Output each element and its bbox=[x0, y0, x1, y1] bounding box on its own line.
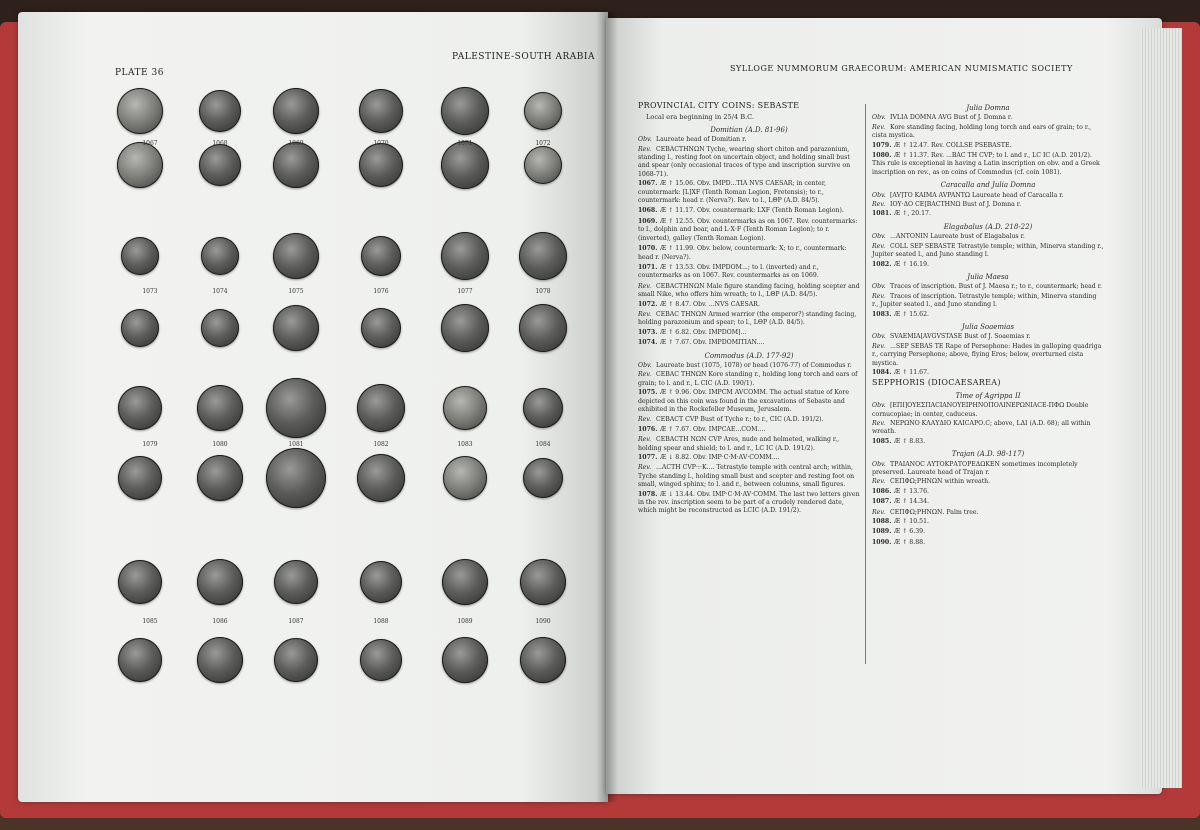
book-gutter bbox=[596, 12, 618, 802]
catalogue-details: Æ ↑ 15.06. Obv. IMPD...TIA NVS CAESAR; in center, countermark: [L]XF (Tenth Roman Legion, Fretensis); to r., countermark: head r. (Nerva?). Rev. to l., LΘP (A.D. 84/5). bbox=[638, 180, 826, 205]
coin-number: 1076 bbox=[373, 288, 389, 295]
coin-obverse-image bbox=[442, 559, 488, 605]
coin-obverse-image bbox=[520, 559, 566, 605]
catalogue-details: Æ ↑ 11.17. Obv. countermark: LXF (Tenth Roman Legion). bbox=[660, 207, 844, 215]
type-description bbox=[638, 311, 860, 328]
description-text: ...SEP SEBAS TE Rape of Persephone: Hades in galloping quadriga r., carrying Persephone; above, flying Eros; below, overturned cista mystica. bbox=[872, 342, 1102, 367]
description-text: IOY·ΔO CE[BACTHNΩ Bust of J. Domna r. bbox=[890, 201, 1022, 209]
catalogue-number: 1076. bbox=[638, 425, 658, 433]
coin-number: 1083 bbox=[457, 441, 473, 448]
coin-obverse-image bbox=[441, 87, 489, 135]
type-description bbox=[638, 136, 860, 144]
type-description bbox=[872, 293, 1104, 310]
coin-obverse-image bbox=[273, 233, 319, 279]
catalogue-entry bbox=[872, 311, 1104, 319]
type-description bbox=[872, 124, 1104, 141]
catalogue-number: 1083. bbox=[872, 310, 892, 318]
description-text: Laureate head of Domitian r. bbox=[656, 136, 747, 144]
catalogue-number: 1086. bbox=[872, 487, 892, 495]
catalogue-entry bbox=[638, 426, 860, 434]
coin-reverse-image bbox=[520, 637, 566, 683]
catalogue-entry bbox=[638, 389, 860, 414]
type-description bbox=[872, 243, 1104, 260]
coin-number: 1087 bbox=[288, 618, 304, 625]
coin-reverse-image bbox=[357, 454, 405, 502]
type-description bbox=[638, 436, 860, 453]
coin-obverse-image bbox=[197, 559, 243, 605]
side-label: Rev. bbox=[872, 123, 886, 131]
catalogue-details: Æ ↑ 8.88. bbox=[894, 538, 926, 546]
coin-reverse-image bbox=[197, 455, 243, 501]
catalogue-number: 1068. bbox=[638, 207, 658, 215]
coin-number: 1073 bbox=[142, 288, 158, 295]
description-text: Laureate bust (1075, 1078) or head (1076-77) of Commodus r. bbox=[656, 361, 852, 369]
coin-obverse-image bbox=[274, 560, 318, 604]
coin-reverse-image bbox=[199, 144, 241, 186]
catalogue-details: Æ ↑ 7.67. Obv. IMPDOMITIAN.... bbox=[660, 339, 765, 347]
type-description bbox=[872, 402, 1104, 419]
catalogue-details: Æ ↑ 6.82. Obv. IMPDOM]... bbox=[660, 328, 747, 336]
catalogue-details: Æ ↑, 20.17. bbox=[894, 210, 931, 218]
catalogue-entry bbox=[638, 264, 860, 281]
type-description bbox=[872, 509, 1104, 517]
coin-reverse-image bbox=[442, 637, 488, 683]
coin-obverse-image bbox=[361, 236, 401, 276]
type-description bbox=[872, 233, 1104, 241]
catalogue-details: Æ ↑ 15.62. bbox=[894, 310, 929, 318]
coin-obverse-image bbox=[357, 384, 405, 432]
catalogue-details: Æ ↑ 16.19. bbox=[894, 260, 929, 268]
side-label: Obv. bbox=[638, 361, 652, 369]
catalogue-entry bbox=[872, 488, 1104, 496]
catalogue-details: Æ ↑ 11.37. Rev. ...BAC TH CVP; to l. and r., LC IC (A.D. 201/2). This rule is exceptional in having a Latin inscription on obv. and a Greek inscription on rev., as on coins of Commodus (cf. coin 1081). bbox=[872, 152, 1100, 176]
description-text: CΕΠΦΩ;ΡΗΝΩΝ within wreath. bbox=[890, 478, 991, 486]
catalogue-details: Æ ↑ 11.99. Obv. below, countermark: X; to r., countermark: head r. (Nerva?). bbox=[638, 245, 847, 261]
catalogue-entry bbox=[872, 261, 1104, 269]
coin-reverse-image bbox=[121, 309, 159, 347]
side-label: Rev. bbox=[872, 420, 886, 427]
coin-reverse-image bbox=[441, 304, 489, 352]
column-divider bbox=[865, 104, 866, 664]
type-description bbox=[872, 192, 1104, 200]
side-label: Rev. bbox=[872, 508, 886, 516]
catalogue-entry bbox=[872, 142, 1104, 150]
coin-reverse-image bbox=[360, 639, 402, 681]
coin-reverse-image bbox=[118, 456, 162, 500]
description-text: ...ACTH CVP·:·K.... Tetrastyle temple with central arch; within, Tyche standing l., holding small bust and scepter and resting foot on small, winged sphinx; to l. and r., between columns, small figures. bbox=[638, 464, 855, 489]
catalogue-number: 1080. bbox=[872, 152, 892, 160]
coin-reverse-image bbox=[441, 141, 489, 189]
catalogue-number: 1071. bbox=[638, 263, 658, 271]
catalogue-details: Æ ↓ 8.82. Obv. IMP·C·M·AV·COMM.... bbox=[660, 454, 780, 462]
type-description bbox=[872, 333, 1104, 341]
catalogue-details: Æ ↑ 6.39. bbox=[894, 528, 926, 536]
coin-number: 1090 bbox=[535, 618, 551, 625]
description-text: [ΕΠΙ]ΟΥΕΣΠΑCΙΑΝΟΥΕΙΡΗΝΟΠΟΛΙΝΕΡΩΝΙΑCΕ-ΠΦΩ Double cornucopiae; in center, caduceus. bbox=[872, 402, 1089, 418]
catalogue-details: Æ ↑ 13.53. Obv. IMPDOM...; to l. (inverted) and r., countermarks as on 1067. Rev. countermarks as on 1069. bbox=[638, 263, 819, 280]
side-label: Rev. bbox=[638, 310, 652, 318]
catalogue-details: Æ ↑ 8.47. Obv. ...NVS CAESAR. bbox=[660, 300, 760, 308]
coin-number: 1075 bbox=[288, 288, 304, 295]
description-text: CEBAC THNΩN Armed warrior (the emperor?) standing facing, holding parazonium and spear; to l., LΘP (A.D. 84/5). bbox=[638, 310, 857, 327]
type-description bbox=[638, 362, 860, 370]
catalogue-number: 1074. bbox=[638, 339, 658, 347]
coin-number: 1082 bbox=[373, 441, 389, 448]
type-description bbox=[872, 114, 1104, 122]
side-label: Rev. bbox=[638, 436, 652, 444]
catalogue-details: Æ ↑ 12.55. Obv. countermarks as on 1067. Rev. countermarks: to l., dolphin and boar, and L·X·F (Tenth Roman Legion); to r. (inverted), galley (Tenth Roman Legion). bbox=[638, 217, 858, 242]
side-label: Obv. bbox=[872, 333, 886, 341]
description-text: CEBACTHNΩN Male figure standing facing, holding scepter and small Nike, who offers him wreath; to l., LΘP (A.D. 84/5). bbox=[638, 282, 860, 299]
description-text: Traces of inscription. Bust of J. Maesa r.; to r., countermark; head r. bbox=[890, 283, 1102, 291]
coin-reverse-image bbox=[523, 458, 563, 498]
catalogue-details: Æ ↑ 7.67. Obv. IMPCAE...COM.... bbox=[660, 425, 766, 433]
coin-reverse-image bbox=[118, 638, 162, 682]
side-label: Rev. bbox=[638, 145, 652, 153]
catalogue-details: Æ ↑ 12.47. Rev. COLLSE PSEBASTE. bbox=[894, 141, 1012, 149]
ruler-heading: Commodus (A.D. 177-92) bbox=[704, 351, 794, 360]
description-text: ...ANTONIN Laureate bust of Elagabalus r. bbox=[890, 233, 1025, 241]
catalogue-details: Æ ↑ 8.83. bbox=[894, 437, 926, 445]
coin-reverse-image bbox=[117, 142, 163, 188]
right-running-title: SYLLOGE NUMMORUM GRAECORUM: AMERICAN NUMISMATIC SOCIETY bbox=[730, 64, 1073, 73]
coin-obverse-image bbox=[273, 88, 319, 134]
coin-number: 1080 bbox=[212, 441, 228, 448]
coin-reverse-image bbox=[519, 304, 567, 352]
catalogue-entry bbox=[638, 454, 860, 462]
coin-obverse-image bbox=[117, 88, 163, 134]
coin-reverse-image bbox=[361, 308, 401, 348]
catalogue-number: 1077. bbox=[638, 454, 658, 462]
coin-number: 1074 bbox=[212, 288, 228, 295]
catalogue-number: 1073. bbox=[638, 328, 658, 336]
type-description bbox=[872, 461, 1104, 478]
type-description bbox=[638, 416, 860, 424]
coin-reverse-image bbox=[274, 638, 318, 682]
catalogue-left-column bbox=[638, 100, 860, 518]
catalogue-details: Æ ↑ 14.34. bbox=[894, 498, 929, 506]
page-edges bbox=[1140, 28, 1182, 788]
catalogue-entry bbox=[872, 539, 1104, 547]
ruler-heading: Julia Domna bbox=[966, 104, 1010, 112]
side-label: Obv. bbox=[872, 460, 886, 468]
coin-reverse-image bbox=[266, 448, 326, 508]
catalogue-entry bbox=[638, 245, 860, 262]
coin-obverse-image bbox=[519, 232, 567, 280]
catalogue-number: 1069. bbox=[638, 217, 658, 225]
catalogue-number: 1072. bbox=[638, 300, 658, 308]
ruler-heading: Trajan (A.D. 98-117) bbox=[951, 450, 1025, 459]
coin-obverse-image bbox=[443, 386, 487, 430]
description-text: ΝΕΡΩΝΟ ΚΛΑΥΔΙΟ ΚΑΙCΑΡΟ.C; above, LΔΙ (A.D. 68); all within wreath. bbox=[872, 420, 1091, 436]
coin-number: 1071 bbox=[457, 140, 473, 147]
type-description bbox=[638, 146, 860, 180]
coin-obverse-image bbox=[360, 561, 402, 603]
catalogue-number: 1078. bbox=[638, 490, 658, 498]
catalogue-entry bbox=[872, 438, 1104, 446]
type-description bbox=[872, 478, 1104, 486]
catalogue-details: Æ ↑ 13.76. bbox=[894, 487, 929, 495]
coin-reverse-image bbox=[273, 305, 319, 351]
catalogue-number: 1087. bbox=[872, 498, 892, 506]
catalogue-entry bbox=[872, 369, 1104, 377]
coin-obverse-image bbox=[523, 388, 563, 428]
side-label: Obv. bbox=[872, 191, 886, 199]
side-label: Rev. bbox=[872, 342, 886, 350]
coin-number: 1067 bbox=[142, 140, 158, 147]
catalogue-number: 1079. bbox=[872, 141, 892, 149]
catalogue-right-column bbox=[872, 100, 1104, 549]
left-running-title: PALESTINE-SOUTH ARABIA bbox=[452, 52, 595, 62]
description-text: CEBACT CVP Bust of Tyche r.; to r., CIC (A.D. 191/2). bbox=[656, 416, 824, 424]
side-label: Obv. bbox=[872, 114, 886, 122]
coin-obverse-image bbox=[118, 386, 162, 430]
type-description bbox=[638, 283, 860, 300]
catalogue-number: 1067. bbox=[638, 180, 658, 188]
side-label: Rev. bbox=[638, 371, 652, 379]
coin-obverse-image bbox=[524, 92, 562, 130]
side-label: Obv. bbox=[638, 136, 652, 144]
coin-number: 1077 bbox=[457, 288, 473, 295]
type-description bbox=[638, 464, 860, 489]
type-description bbox=[872, 283, 1104, 291]
catalogue-entry bbox=[638, 301, 860, 309]
coin-reverse-image bbox=[197, 637, 243, 683]
catalogue-entry bbox=[872, 518, 1104, 526]
ruler-heading: Domitian (A.D. 81-96) bbox=[710, 125, 788, 134]
coin-number: 1081 bbox=[288, 441, 304, 448]
catalogue-number: 1082. bbox=[872, 260, 892, 268]
side-label: Obv. bbox=[872, 233, 886, 241]
catalogue-number: 1081. bbox=[872, 210, 892, 218]
description-text: ΤΡΑΙΑΝΟC ΑΥΤΟΚΡΑΤΟΡΕΔΩΚΕΝ sometimes incompletely preserved. Laureate head of Trajan r. bbox=[872, 460, 1078, 477]
coin-number: 1089 bbox=[457, 618, 473, 625]
description-text: IVLIA DOMNA AVG Bust of J. Domna r. bbox=[890, 114, 1013, 122]
description-text: Traces of inscription. Tetrastyle temple; within, Minerva standing r., Jupiter seated l., and Juno standing l. bbox=[872, 292, 1097, 309]
description-text: SVAEMIA[AVGVSTASE Bust of J. Soaemias r. bbox=[890, 333, 1031, 341]
side-label: Rev. bbox=[638, 464, 652, 472]
coin-obverse-image bbox=[441, 232, 489, 280]
coin-number: 1078 bbox=[535, 288, 551, 295]
coin-obverse-image bbox=[266, 378, 326, 438]
catalogue-entry bbox=[872, 210, 1104, 218]
catalogue-entry bbox=[638, 218, 860, 243]
description-text: Kore standing facing, holding long torch and ears of grain; to r., cista mystica. bbox=[872, 123, 1092, 140]
description-text: CΕΠΦΩ;ΡΗΝΩΝ. Palm tree. bbox=[890, 508, 979, 516]
coin-number: 1072 bbox=[535, 140, 551, 147]
ruler-heading: Julia Maesa bbox=[967, 272, 1009, 281]
section-title: PROVINCIAL CITY COINS: SEBASTE bbox=[638, 101, 800, 110]
ruler-heading: Julia Soaemias bbox=[961, 322, 1015, 331]
catalogue-details: Æ ↑ 9.96. Obv. IMPCM AVCOMM. The actual statue of Kore depicted on this coin was found in the excavations of Sebaste and exhibited in the Rockefeller Museum, Jerusalem. bbox=[638, 389, 850, 413]
description-text: COLL SEP SEBASTE Tetrastyle temple; within, Minerva standing r., Jupiter seated l., and Juno standing l. bbox=[872, 242, 1104, 259]
catalogue-number: 1085. bbox=[872, 437, 892, 445]
catalogue-details: Æ ↑ 10.51. bbox=[894, 518, 929, 526]
description-text: [AV]TO KAIMA AVPANTΩ Laureate head of Caracalla r. bbox=[890, 191, 1064, 199]
ruler-heading: Time of Agrippa II bbox=[955, 391, 1021, 400]
catalogue-number: 1089. bbox=[872, 528, 892, 536]
side-label: Rev. bbox=[872, 242, 886, 250]
type-description bbox=[872, 420, 1104, 437]
side-label: Obv. bbox=[872, 283, 886, 291]
era-note: Local era beginning in 25/4 B.C. bbox=[646, 113, 755, 122]
coin-obverse-image bbox=[121, 237, 159, 275]
coin-obverse-image bbox=[197, 385, 243, 431]
coin-number: 1086 bbox=[212, 618, 228, 625]
side-label: Rev. bbox=[872, 292, 886, 300]
coin-number: 1084 bbox=[535, 441, 551, 448]
catalogue-entry bbox=[872, 498, 1104, 506]
side-label: Rev. bbox=[638, 282, 652, 290]
catalogue-number: 1070. bbox=[638, 245, 658, 253]
type-description bbox=[638, 371, 860, 388]
side-label: Obv. bbox=[872, 402, 886, 410]
catalogue-entry bbox=[872, 528, 1104, 536]
coin-number: 1085 bbox=[142, 618, 158, 625]
catalogue-entry bbox=[638, 339, 860, 347]
coin-reverse-image bbox=[443, 456, 487, 500]
description-text: CEBACTHNΩN Tyche, wearing short chiton and parazonium, standing l., resting foot on uncertain object, and holding small bust and spear (only occasional traces of type and inscription survive on 1068-71). bbox=[638, 145, 851, 178]
catalogue-entry bbox=[638, 207, 860, 215]
type-description bbox=[872, 201, 1104, 209]
side-label: Rev. bbox=[872, 478, 886, 486]
catalogue-details: Æ ↑ 11.67. bbox=[894, 368, 929, 376]
catalogue-number: 1088. bbox=[872, 518, 892, 526]
ruler-heading: Caracalla and Julia Domna bbox=[940, 181, 1036, 190]
catalogue-entry bbox=[638, 329, 860, 337]
catalogue-number: 1084. bbox=[872, 368, 892, 376]
coin-reverse-image bbox=[524, 146, 562, 184]
coin-number: 1088 bbox=[373, 618, 389, 625]
catalogue-number: 1075. bbox=[638, 389, 658, 397]
section-title: SEPPHORIS (DIOCAESAREA) bbox=[872, 378, 1001, 388]
coin-number: 1068 bbox=[212, 140, 228, 147]
coin-reverse-image bbox=[201, 309, 239, 347]
plate-label: PLATE 36 bbox=[115, 68, 164, 78]
ruler-heading: Elagabalus (A.D. 218-22) bbox=[943, 222, 1033, 231]
catalogue-details: Æ ↓ 13.44. Obv. IMP·C·M·AV·COMM. The last two letters given in the rev. inscription seem to be part of a crudely rendered date, which might be reconstructed as LCIC (A.D. 191/2). bbox=[638, 490, 860, 515]
coin-reverse-image bbox=[359, 143, 403, 187]
coin-obverse-image bbox=[201, 237, 239, 275]
side-label: Rev. bbox=[638, 416, 652, 424]
side-label: Rev. bbox=[872, 201, 886, 209]
coin-obverse-image bbox=[359, 89, 403, 133]
description-text: CEBAC THNΩN Kore standing r., holding long torch and ears of grain; to l. and r., L CIC (A.D. 190/1). bbox=[638, 371, 858, 387]
catalogue-entry bbox=[872, 152, 1104, 177]
coin-number: 1079 bbox=[142, 441, 158, 448]
coin-number: 1069 bbox=[288, 140, 304, 147]
coin-obverse-image bbox=[199, 90, 241, 132]
coin-obverse-image bbox=[118, 560, 162, 604]
catalogue-entry bbox=[638, 491, 860, 516]
coin-number: 1070 bbox=[373, 140, 389, 147]
catalogue-entry bbox=[638, 180, 860, 205]
type-description bbox=[872, 343, 1104, 368]
description-text: CEBACTH NΩN CVP Ares, nude and helmeted, walking r., holding spear and shield; to l. and r., LC IC (A.D. 191/2). bbox=[638, 436, 840, 452]
catalogue-number: 1090. bbox=[872, 538, 892, 546]
coin-reverse-image bbox=[273, 142, 319, 188]
